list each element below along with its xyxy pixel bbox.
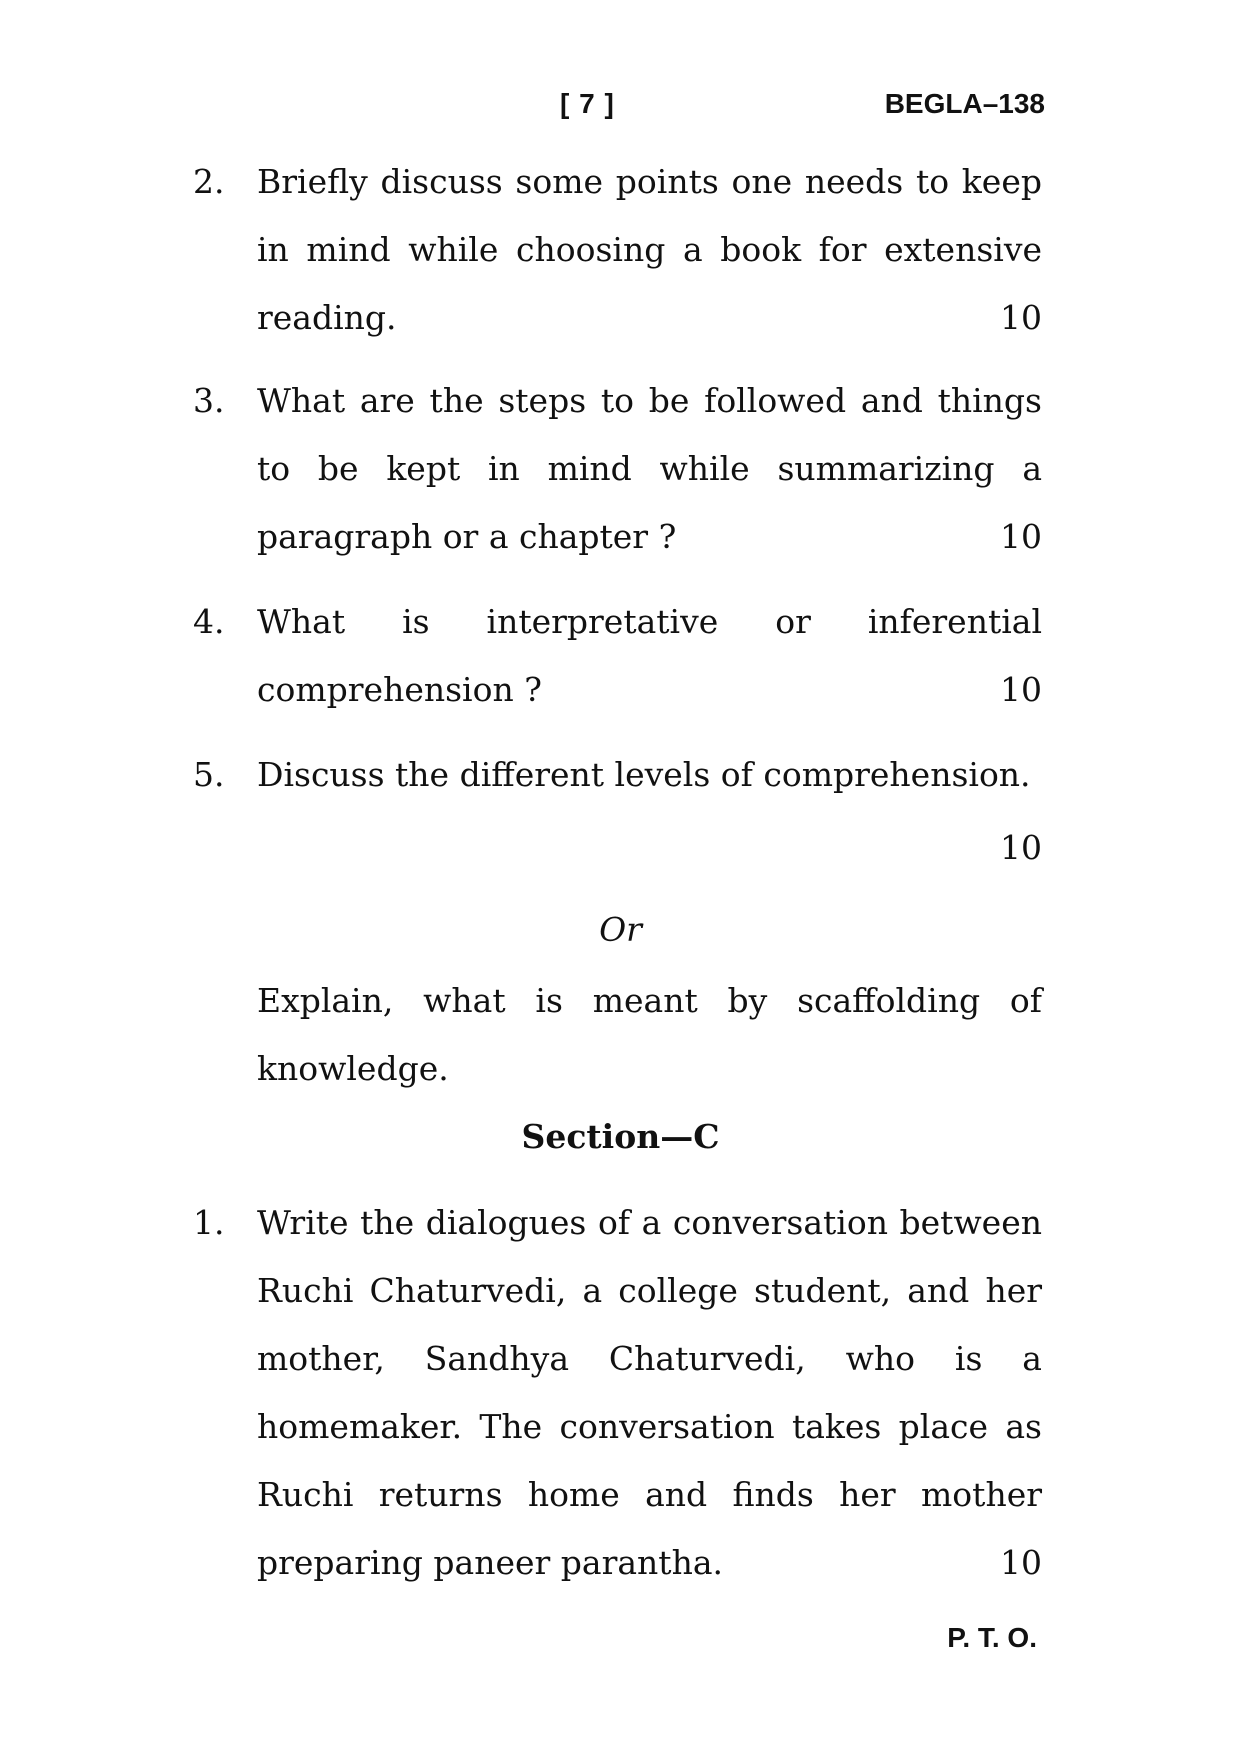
question-4 bbox=[193, 588, 1042, 724]
question-text: Discuss the different levels of comprehension. bbox=[257, 755, 1031, 794]
question-body: What is interpretative or inferential comprehension ? bbox=[257, 602, 1042, 709]
pto-label: P. T. O. bbox=[947, 1622, 1037, 1653]
page-number: [ 7 ] bbox=[560, 88, 615, 119]
question-body: Write the dialogues of a conversation between Ruchi Chaturvedi, a college student, and her mother, Sandhya Chaturvedi, who is a homemaker. The conversation takes place as Ruchi returns home and finds her mother preparing paneer parantha. bbox=[257, 1203, 1042, 1582]
section-c-question-1 bbox=[193, 1189, 1042, 1597]
question-body: Briefly discuss some points one needs to keep in mind while choosing a book for extensive reading. bbox=[257, 162, 1042, 337]
question-2 bbox=[193, 148, 1042, 352]
question-number: 5. bbox=[193, 755, 225, 794]
question-marks: 10 bbox=[1000, 1543, 1042, 1582]
question-5-marks: 10 bbox=[1000, 828, 1042, 867]
question-body: What are the steps to be followed and things to be kept in mind while summarizing a paragraph or a chapter ? bbox=[257, 381, 1042, 556]
question-3 bbox=[193, 367, 1042, 571]
or-label: Or bbox=[599, 910, 642, 949]
question-marks: 10 bbox=[1000, 670, 1042, 709]
question-number: 3. bbox=[193, 381, 225, 420]
question-marks: 10 bbox=[1000, 517, 1042, 556]
question-5 bbox=[193, 741, 1042, 809]
question-number: 4. bbox=[193, 602, 225, 641]
section-title: Section—C bbox=[521, 1117, 720, 1156]
question-text bbox=[257, 1189, 1042, 1597]
course-code: BEGLA–138 bbox=[884, 88, 1045, 119]
question-number: 1. bbox=[193, 1203, 225, 1242]
question-text bbox=[257, 148, 1042, 352]
question-number: 2. bbox=[193, 162, 225, 201]
question-text bbox=[257, 588, 1042, 724]
alternative-question: Explain, what is meant by scaffolding of knowledge. bbox=[257, 981, 1042, 1088]
question-marks: 10 bbox=[1000, 298, 1042, 337]
question-text bbox=[257, 367, 1042, 571]
